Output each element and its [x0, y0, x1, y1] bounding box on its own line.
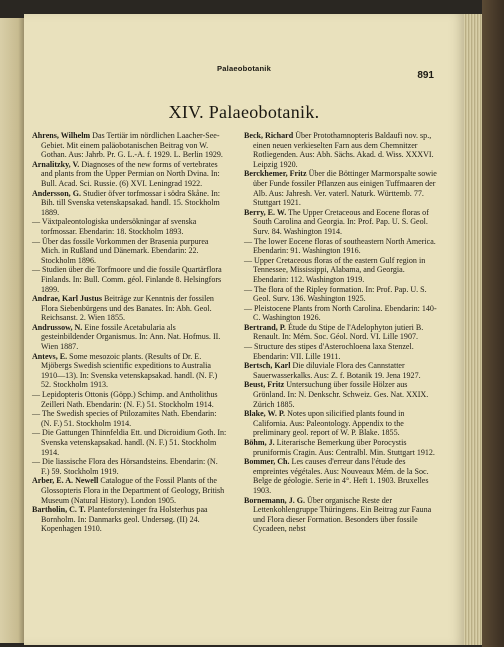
bibliography-entry — [244, 342, 440, 361]
entry-text: — Über das fossile Vorkommen der Brasenia purpurea Mich. in Rußland und Dänemark. Ebendarin: 22. Stockholm 1896. — [32, 236, 209, 265]
entry-author: Blake, W. P. — [244, 409, 286, 419]
entry-text: — Studien über die Torfmoore und die fossile Quartärflora Finlands. In: Bull. Comm. géol. Finlande 8. Helsingfors 1899. — [32, 265, 222, 294]
entry-text: Planteforsteninger fra Holsterhus paa Bornholm. In: Danmarks geol. Undersøg. (II) 24. Kopenhagen 1910. — [41, 505, 208, 534]
entry-author: Berry, E. W. — [244, 207, 287, 217]
bibliography-entry — [32, 476, 228, 505]
bibliography-entry — [32, 323, 228, 352]
bibliography-entry — [32, 457, 228, 476]
entry-text: Über organische Reste der Lettenkohlengruppe Thüringens. Ein Beitrag zur Fauna und Flora dieser Formation. Besonders über fossile Cycadeen, nebst — [253, 495, 432, 534]
bibliography-entry — [32, 294, 228, 323]
bibliography-entry — [244, 304, 440, 323]
entry-text: Catalogue of the Fossil Plants of the Glossopteris Flora in the Department of Geology, British Museum (Natural History). London 1905. — [41, 476, 225, 505]
running-head: Palaeobotanik — [216, 64, 272, 73]
entry-author: Andrussow, N. — [32, 322, 83, 332]
bibliography-entry — [244, 496, 440, 534]
bibliography-entry — [32, 409, 228, 428]
entry-text: — Die Gattungen Thinnfeldia Ett. und Dicroidium Goth. In: Svenska vetenskapsakad. handl. (N. F.) 51. Stockholm 1914. — [32, 428, 227, 457]
entry-author: Arnalitzky, V. — [32, 159, 80, 169]
bibliography-entry — [244, 380, 440, 409]
entry-text: The Upper Cretaceous and Eocene floras of South Carolina and Georgia. In: Prof. Pap. U. S. Geol. Surv. 84. Washington 1914. — [253, 207, 429, 236]
bibliography-entry — [32, 217, 228, 236]
bibliography-entry — [244, 323, 440, 342]
entry-text: — Structure des stipes d'Asterochloena laxa Stenzel. Ebendarin: VII. Lille 1911. — [244, 342, 414, 361]
bibliography-entry — [244, 169, 440, 207]
entry-text: Literarische Bemerkung über Porocystis pruniformis Cragin. Aus: Centralbl. Min. Stuttgart 1912. — [253, 438, 435, 457]
page-edges — [464, 14, 482, 645]
entry-text: — Die liassische Flora des Hörsandsteins. Ebendarin: (N. F.) 59. Stockholm 1919. — [32, 457, 218, 476]
bibliography-entry — [244, 457, 440, 495]
bibliography-entry — [244, 285, 440, 304]
bibliography-entry — [244, 208, 440, 237]
bibliography-entry — [244, 131, 440, 169]
entry-text: — Pleistocene Plants from North Carolina. Ebendarin: 140-C. Washington 1926. — [244, 303, 437, 323]
bibliography-entry — [244, 361, 440, 380]
entry-text: — Växtpaleontologiska undersökningar af svenska torfmossar. Ebendarin: 18. Stockholm 1893. — [32, 217, 197, 236]
entry-text: Étude du Stipe de l'Adelophyton jutieri B. Renault. In: Mém. Soc. Géol. Nord. VI. Lille 1907. — [253, 322, 424, 342]
book-page — [24, 14, 464, 645]
entry-text: Die diluviale Flora des Cannstatter Sauerwasserkalks. Aus: Z. f. Botanik 19. Jena 1927. — [253, 361, 421, 380]
entry-text: Studier öfver torfmossar i södra Skåne. In: Bih. till Svenska vetenskapsakad. handl. 15. Stockholm 1889. — [41, 188, 220, 217]
entry-author: Bertsch, Karl — [244, 361, 291, 371]
bibliography-entry — [32, 237, 228, 266]
entry-author: Andrae, Karl Justus — [32, 294, 102, 304]
page-number: 891 — [417, 70, 434, 81]
entry-author: Arber, E. A. Newell — [32, 476, 99, 486]
entry-text: Untersuchung über fossile Hölzer aus Grönland. In: N. Denkschr. Schweiz. Ges. Nat. XXIX. Zürich 1885. — [253, 380, 429, 409]
entry-author: Böhm, J. — [244, 438, 275, 447]
bibliography-entry — [32, 428, 228, 457]
entry-author: Bornemann, J. G. — [244, 495, 306, 505]
bibliography-entry — [32, 131, 228, 160]
section-title: XIV. Palaeobotanik. — [168, 102, 320, 122]
bibliography-entry — [32, 160, 228, 189]
bibliography-entry — [244, 409, 440, 438]
bibliography-entry — [244, 438, 440, 457]
entry-text: Das Tertiär im nördlichen Laacher-See-Gebiet. Mit einem paläobotanischen Beitrag von W. Gothan. Aus: Jahrb. Pr. G. L.-A. f. 1929. L. Berlin 1929. — [41, 131, 223, 160]
bibliography-entry — [32, 505, 228, 534]
entry-author: Andersson, G. — [32, 188, 81, 198]
bibliography-entry — [32, 390, 228, 409]
entry-text: — Lepidopteris Ottonis (Göpp.) Schimp. and Antholithus Zeilleri Nath. Ebendarin: (N. F.) 51. Stockholm 1914. — [32, 390, 218, 409]
entry-text: Eine fossile Acetabularia als gesteinbildender Organismus. In: Ann. Nat. Hofmus. II. Wien 1887. — [41, 322, 221, 352]
entry-text: Beiträge zur Kenntnis der fossilen Flora Siebenbürgens und des Banates. In: Abh. Geol. Reichsanst. 2. Wien 1855. — [41, 294, 214, 323]
entry-author: Beust, Fritz — [244, 380, 285, 390]
book-binding — [482, 0, 504, 647]
bibliography-entry — [244, 256, 440, 285]
entry-author: Berckhemer, Fritz — [244, 169, 307, 179]
entry-author: Beck, Richard — [244, 131, 294, 140]
entry-text: Über die Böttinger Marmorspalte sowie über Funde fossiler Pflanzen aus einigen Tuffmaaren der Alb. Aus: Jahresh. Ver. vaterl. Naturk. Württemb. 77. Stuttgart 1921. — [253, 169, 437, 208]
entry-author: Antevs, E. — [32, 351, 68, 361]
entry-text: Notes upon silicified plants found in California. Aus: Paleontology. Appendix to the preliminary geol. report of W. P. Blake. 1855. — [253, 409, 405, 438]
entry-text: — The Swedish species of Ptilozamites Nath. Ebendarin: (N. F.) 51. Stockholm 1914. — [32, 409, 217, 428]
entry-text: Über Protothamnopteris Baldaufi nov. sp., einen neuen verkieselten Farn aus dem Chemnitzer Rotliegenden. Aus: Abh. Sächs. Akad. d. Wiss. XXXVI. Leipzig 1920. — [253, 131, 434, 169]
entry-text: — The flora of the Ripley formation. In: Prof. Pap. U. S. Geol. Surv. 136. Washington 1925. — [244, 284, 427, 304]
entry-author: Bommer, Ch. — [244, 457, 290, 467]
left-column — [32, 131, 228, 534]
previous-page-edge — [0, 18, 26, 643]
entry-text: — The lower Eocene floras of southeastern North America. Ebendarin: 91. Washington 1916. — [244, 236, 436, 256]
entry-text: — Upper Cretaceous floras of the eastern Gulf region in Tennessee, Mississippi, Alabama, and Georgia. Ebendarin: 112. Washington 1919. — [244, 255, 426, 284]
entry-author: Bertrand, P. — [244, 322, 286, 332]
entry-text: Diagnoses of the new forms of vertebrates and plants from the Upper Permian on North Dvina. In: Bull. Acad. Sci. Russie. (6) XVI. Leningrad 1922. — [41, 159, 220, 188]
bibliography-entry — [32, 352, 228, 390]
bibliography-entry — [32, 189, 228, 218]
bibliography-entry — [244, 237, 440, 256]
entry-text: Les causes d'erreur dans l'étude des empreintes végétales. Aus: Nouveaux Mém. de la Soc. Belge de géologie. Serie in 4°. Heft 1. 1903. Bruxelles 1903. — [253, 457, 429, 495]
entry-text: Some mesozoic plants. (Results of Dr. E. Mjöbergs Swedish scientific expeditions to Australia 1910—13). In: Svenska vetenskapsakad. handl. (N. F.) 52. Stockholm 1913. — [41, 351, 218, 390]
right-column — [244, 131, 440, 534]
entry-author: Bartholin, C. T. — [32, 505, 86, 515]
bibliography-entry — [32, 265, 228, 294]
entry-author: Ahrens, Wilhelm — [32, 131, 91, 140]
